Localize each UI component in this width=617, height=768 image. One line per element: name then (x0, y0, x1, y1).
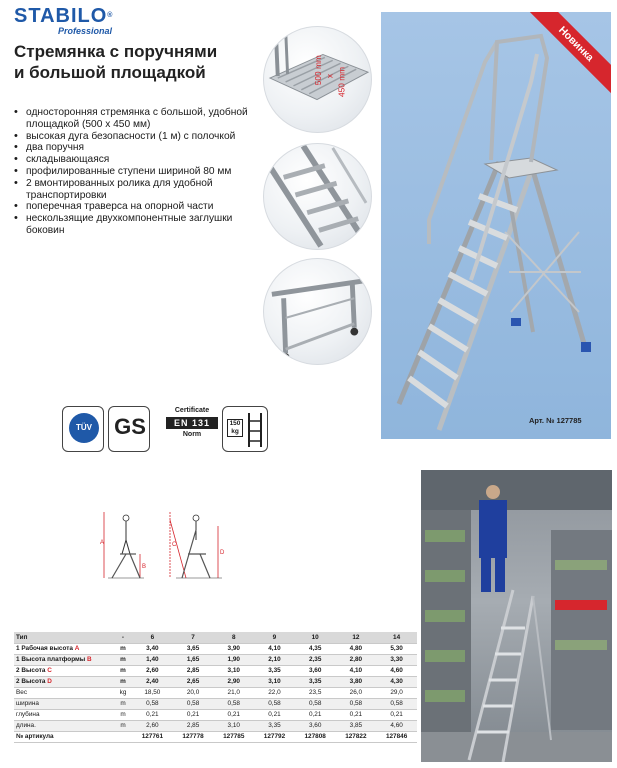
table-cell: 2,80 (336, 654, 377, 665)
table-cell: 0,21 (295, 709, 336, 720)
dimension-diagram (100, 506, 230, 584)
platform-detail-image (263, 26, 372, 133)
row-label: Высота (21, 667, 46, 674)
row-label-cell (14, 654, 114, 665)
product-title-line-2: и большой площадкой (14, 63, 206, 82)
table-cell: 3,85 (336, 720, 377, 731)
feature-item: • профилированные ступени шириной 80 мм (14, 166, 264, 178)
table-cell: 4,35 (295, 643, 336, 654)
dim-a-label: A (100, 540, 105, 546)
row-unit-cell: kg (114, 687, 132, 698)
table-cell: 3,10 (213, 665, 254, 676)
handrail-detail-image (263, 143, 372, 250)
table-cell: 3,35 (254, 665, 295, 676)
brand-subtitle: Professional (58, 26, 113, 36)
tuv-logo-icon: TÜV (69, 413, 99, 443)
table-cell: 18,50 (132, 687, 173, 698)
row-label: Высота (21, 678, 46, 685)
table-cell: 23,5 (295, 687, 336, 698)
row-prefix: 1 (16, 645, 20, 652)
table-cell: 0,58 (336, 698, 377, 709)
table-cell: 21,0 (213, 687, 254, 698)
table-cell: 2,90 (213, 676, 254, 687)
table-cell: 0,21 (376, 709, 417, 720)
row-letter: C (47, 667, 52, 674)
table-cell: 0,21 (173, 709, 214, 720)
gs-badge (108, 406, 150, 452)
table-cell: 2,35 (295, 654, 336, 665)
article-number-cell: 127808 (295, 731, 336, 742)
table-header-row (14, 632, 417, 643)
table-cell: 20,0 (173, 687, 214, 698)
table-cell: 1,90 (213, 654, 254, 665)
row-prefix: 2 (16, 678, 20, 685)
table-cell: 0,58 (132, 698, 173, 709)
row-label-cell: ширина (14, 698, 114, 709)
table-cell: 3,35 (254, 720, 295, 731)
gs-logo-icon: GS (114, 414, 146, 439)
row-unit-cell: m (114, 676, 132, 687)
row-label-cell (14, 665, 114, 676)
brand-logo (14, 6, 113, 36)
row-label: Высота платформы (21, 656, 86, 663)
row-unit-cell: m (114, 698, 132, 709)
header-size-cell: 7 (173, 632, 214, 643)
new-ribbon: Новинка (523, 12, 611, 97)
header-size-cell: 10 (295, 632, 336, 643)
table-cell: 2,60 (132, 720, 173, 731)
header-type-cell: Тип (14, 632, 114, 643)
brand-name: STABILO® (14, 5, 114, 27)
table-cell: 3,80 (336, 676, 377, 687)
certificate-title: Certificate (174, 407, 210, 414)
row-unit-cell: m (114, 643, 132, 654)
table-cell: 0,21 (254, 709, 295, 720)
table-row (14, 720, 417, 731)
product-title-line-1: Стремянка с поручнями (14, 42, 218, 61)
row-label-cell (14, 643, 114, 654)
dim-d-label: D (220, 550, 225, 556)
table-cell: 4,10 (336, 665, 377, 676)
tuv-badge (62, 406, 104, 452)
table-cell: 0,58 (254, 698, 295, 709)
table-cell: 0,21 (336, 709, 377, 720)
en131-certificate-badge (166, 406, 218, 452)
row-label-cell (14, 676, 114, 687)
table-cell: 3,10 (254, 676, 295, 687)
feature-list (14, 107, 264, 237)
ladder-icon (223, 407, 269, 453)
table-cell: 2,85 (173, 665, 214, 676)
header-size-cell: 8 (213, 632, 254, 643)
table-cell: 3,35 (295, 676, 336, 687)
table-cell: 29,0 (376, 687, 417, 698)
wheel-detail-drawing (264, 259, 371, 364)
table-cell: 3,60 (295, 720, 336, 731)
table-cell: 2,85 (173, 720, 214, 731)
row-unit-cell: m (114, 720, 132, 731)
header-size-cell: 12 (336, 632, 377, 643)
dimension-drawing (100, 506, 230, 584)
table-row (14, 709, 417, 720)
table-cell: 22,0 (254, 687, 295, 698)
table-cell: 0,58 (295, 698, 336, 709)
header-unit-cell: - (114, 632, 132, 643)
table-cell: 4,80 (336, 643, 377, 654)
table-cell: 0,21 (213, 709, 254, 720)
article-number-cell: 127785 (213, 731, 254, 742)
header-size-cell: 9 (254, 632, 295, 643)
header-size-cell: 14 (376, 632, 417, 643)
warehouse-usage-photo (421, 470, 612, 762)
row-prefix: 1 (16, 656, 20, 663)
table-cell: 5,30 (376, 643, 417, 654)
row-letter: A (74, 645, 80, 652)
table-footer-row (14, 731, 417, 742)
table-row (14, 665, 417, 676)
feature-item: • односторонняя стремянка с большой, удобной площадкой (500 x 450 мм) (14, 107, 264, 131)
table-row (14, 676, 417, 687)
article-number-cell: 127761 (132, 731, 173, 742)
article-number-cell: 127792 (254, 731, 295, 742)
wheel-detail-image (263, 258, 372, 365)
table-cell: 0,58 (213, 698, 254, 709)
table-cell: 26,0 (336, 687, 377, 698)
platform-times-label: x (324, 73, 335, 79)
article-number-cell: 127778 (173, 731, 214, 742)
table-cell: 2,65 (173, 676, 214, 687)
handrail-detail-drawing (264, 144, 371, 249)
warehouse-scene-drawing (421, 470, 612, 762)
row-letter: D (47, 678, 52, 685)
table-cell: 3,10 (213, 720, 254, 731)
table-cell: 4,10 (254, 643, 295, 654)
table-cell: 3,90 (213, 643, 254, 654)
certificate-code: EN 131 (166, 417, 218, 429)
row-letter: B (86, 656, 92, 663)
table-cell: 3,65 (173, 643, 214, 654)
dim-b-label: B (142, 564, 147, 570)
feature-item: • поперечная траверса на опорной части (14, 201, 264, 213)
registered-mark: ® (107, 12, 114, 19)
table-cell: 2,60 (132, 665, 173, 676)
table-row (14, 687, 417, 698)
table-row (14, 643, 417, 654)
table-cell: 3,60 (295, 665, 336, 676)
table-cell: 4,60 (376, 720, 417, 731)
table-cell: 3,30 (376, 654, 417, 665)
dim-c-label: C (172, 542, 177, 548)
feature-item: • два поручня (14, 142, 264, 154)
platform-width-label: 500 mm (312, 55, 323, 86)
table-cell: 2,10 (254, 654, 295, 665)
row-label-cell: Вес (14, 687, 114, 698)
row-label: Рабочая высота (21, 645, 73, 652)
certificate-norm: Norm (182, 431, 202, 438)
table-cell: 3,40 (132, 643, 173, 654)
article-number-label-cell: № артикула (14, 731, 114, 742)
article-number-label: Арт. № 127785 (529, 416, 582, 425)
row-label-cell: глубина (14, 709, 114, 720)
product-title (14, 41, 274, 83)
ladder-drawing (381, 12, 611, 439)
table-cell: 1,40 (132, 654, 173, 665)
table-cell: 2,40 (132, 676, 173, 687)
row-unit-cell: m (114, 665, 132, 676)
load-capacity-label: 150 kg (227, 419, 243, 437)
table-cell: 1,65 (173, 654, 214, 665)
table-cell: 4,30 (376, 676, 417, 687)
table-cell: 0,58 (376, 698, 417, 709)
table-cell: 0,21 (132, 709, 173, 720)
platform-depth-label: 450 mm (336, 66, 347, 98)
product-hero-image (381, 12, 611, 439)
table-row (14, 698, 417, 709)
specification-table (14, 632, 417, 743)
feature-item: • нескользящие двухкомпонентные заглушки боковин (14, 213, 264, 237)
table-row (14, 654, 417, 665)
feature-item: • складывающаяся (14, 154, 264, 166)
footer-unit-cell (114, 731, 132, 742)
load-capacity-badge (222, 406, 268, 452)
row-prefix: 2 (16, 667, 20, 674)
article-number-cell: 127822 (336, 731, 377, 742)
platform-detail-drawing (264, 27, 371, 132)
row-label-cell: длина. (14, 720, 114, 731)
feature-item: • высокая дуга безопасности (1 м) с полочкой (14, 131, 264, 143)
article-number-cell: 127846 (376, 731, 417, 742)
row-unit-cell: m (114, 709, 132, 720)
feature-item: • 2 вмонтированных ролика для удобной транспортировки (14, 178, 264, 202)
table-cell: 4,60 (376, 665, 417, 676)
header-size-cell: 6 (132, 632, 173, 643)
row-unit-cell: m (114, 654, 132, 665)
table-cell: 0,58 (173, 698, 214, 709)
